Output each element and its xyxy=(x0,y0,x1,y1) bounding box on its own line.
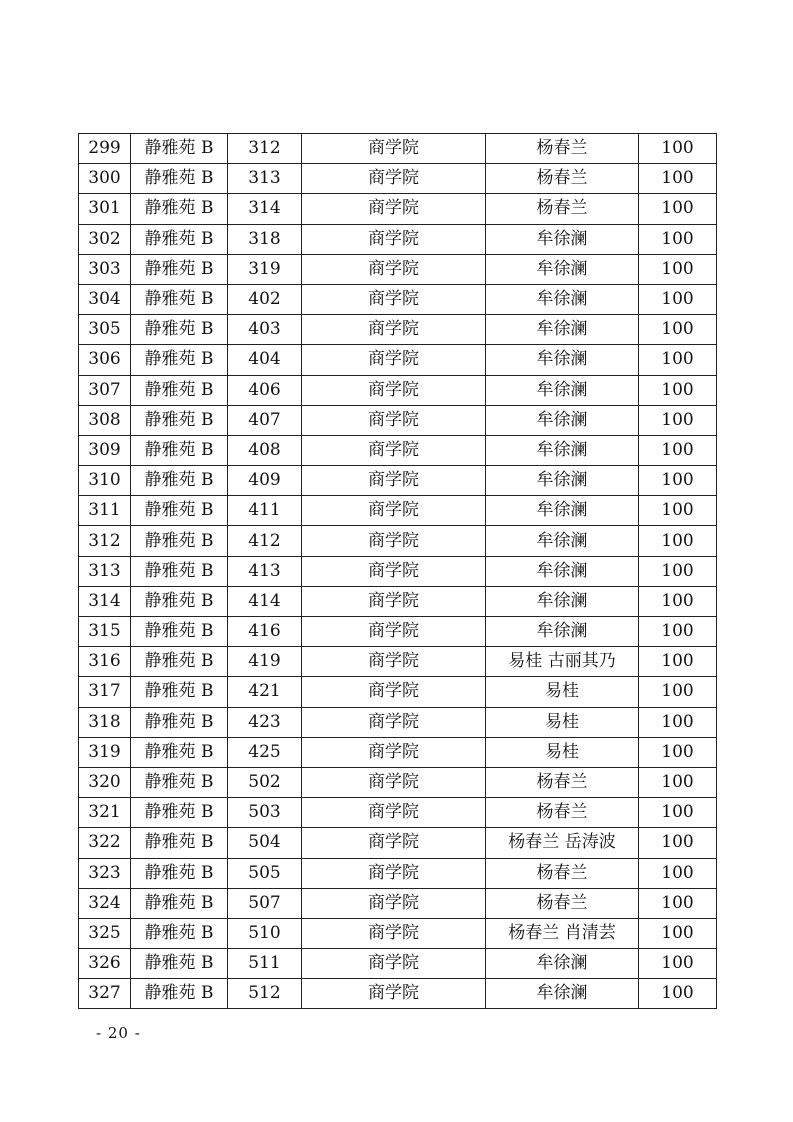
room-cell: 402 xyxy=(228,284,302,314)
counselor-cell: 杨春兰 xyxy=(486,888,639,918)
room-cell: 416 xyxy=(228,617,302,647)
college-cell: 商学院 xyxy=(302,888,486,918)
building-cell: 静雅苑 B xyxy=(131,466,228,496)
row-number-cell: 299 xyxy=(79,134,131,164)
score-cell: 100 xyxy=(639,707,717,737)
row-number-cell: 306 xyxy=(79,345,131,375)
score-cell: 100 xyxy=(639,284,717,314)
counselor-cell: 牟徐澜 xyxy=(486,224,639,254)
college-cell: 商学院 xyxy=(302,224,486,254)
score-cell: 100 xyxy=(639,134,717,164)
room-cell: 503 xyxy=(228,798,302,828)
building-cell: 静雅苑 B xyxy=(131,345,228,375)
table-row xyxy=(79,345,717,375)
score-cell: 100 xyxy=(639,828,717,858)
counselor-cell: 牟徐澜 xyxy=(486,254,639,284)
row-number-cell: 309 xyxy=(79,435,131,465)
row-number-cell: 303 xyxy=(79,254,131,284)
score-cell: 100 xyxy=(639,194,717,224)
room-cell: 406 xyxy=(228,375,302,405)
score-cell: 100 xyxy=(639,647,717,677)
building-cell: 静雅苑 B xyxy=(131,798,228,828)
room-cell: 507 xyxy=(228,888,302,918)
score-cell: 100 xyxy=(639,375,717,405)
row-number-cell: 319 xyxy=(79,737,131,767)
page-number: - 20 - xyxy=(96,1024,141,1042)
building-cell: 静雅苑 B xyxy=(131,375,228,405)
counselor-cell: 牟徐澜 xyxy=(486,466,639,496)
counselor-cell: 牟徐澜 xyxy=(486,405,639,435)
table-row xyxy=(79,888,717,918)
building-cell: 静雅苑 B xyxy=(131,979,228,1009)
building-cell: 静雅苑 B xyxy=(131,888,228,918)
building-cell: 静雅苑 B xyxy=(131,315,228,345)
row-number-cell: 312 xyxy=(79,526,131,556)
counselor-cell: 杨春兰 岳涛波 xyxy=(486,828,639,858)
row-number-cell: 304 xyxy=(79,284,131,314)
room-cell: 504 xyxy=(228,828,302,858)
building-cell: 静雅苑 B xyxy=(131,194,228,224)
table-row xyxy=(79,284,717,314)
college-cell: 商学院 xyxy=(302,375,486,405)
counselor-cell: 牟徐澜 xyxy=(486,617,639,647)
college-cell: 商学院 xyxy=(302,767,486,797)
building-cell: 静雅苑 B xyxy=(131,164,228,194)
room-cell: 412 xyxy=(228,526,302,556)
table-row xyxy=(79,586,717,616)
counselor-cell: 易桂 xyxy=(486,677,639,707)
row-number-cell: 301 xyxy=(79,194,131,224)
building-cell: 静雅苑 B xyxy=(131,224,228,254)
table-body xyxy=(79,134,717,1009)
counselor-cell: 杨春兰 xyxy=(486,134,639,164)
counselor-cell: 杨春兰 xyxy=(486,858,639,888)
college-cell: 商学院 xyxy=(302,405,486,435)
table-row xyxy=(79,798,717,828)
building-cell: 静雅苑 B xyxy=(131,858,228,888)
counselor-cell: 牟徐澜 xyxy=(486,345,639,375)
room-cell: 414 xyxy=(228,586,302,616)
counselor-cell: 易桂 xyxy=(486,707,639,737)
college-cell: 商学院 xyxy=(302,254,486,284)
building-cell: 静雅苑 B xyxy=(131,254,228,284)
row-number-cell: 318 xyxy=(79,707,131,737)
counselor-cell: 牟徐澜 xyxy=(486,586,639,616)
counselor-cell: 牟徐澜 xyxy=(486,526,639,556)
table-row xyxy=(79,617,717,647)
building-cell: 静雅苑 B xyxy=(131,496,228,526)
room-cell: 407 xyxy=(228,405,302,435)
row-number-cell: 327 xyxy=(79,979,131,1009)
college-cell: 商学院 xyxy=(302,828,486,858)
college-cell: 商学院 xyxy=(302,435,486,465)
college-cell: 商学院 xyxy=(302,979,486,1009)
counselor-cell: 易桂 xyxy=(486,737,639,767)
building-cell: 静雅苑 B xyxy=(131,737,228,767)
table-row xyxy=(79,194,717,224)
room-cell: 319 xyxy=(228,254,302,284)
row-number-cell: 320 xyxy=(79,767,131,797)
building-cell: 静雅苑 B xyxy=(131,586,228,616)
counselor-cell: 牟徐澜 xyxy=(486,435,639,465)
score-cell: 100 xyxy=(639,315,717,345)
row-number-cell: 325 xyxy=(79,918,131,948)
score-cell: 100 xyxy=(639,617,717,647)
room-cell: 312 xyxy=(228,134,302,164)
room-cell: 313 xyxy=(228,164,302,194)
college-cell: 商学院 xyxy=(302,617,486,647)
score-cell: 100 xyxy=(639,798,717,828)
score-cell: 100 xyxy=(639,586,717,616)
table-row xyxy=(79,737,717,767)
college-cell: 商学院 xyxy=(302,466,486,496)
table-row xyxy=(79,466,717,496)
score-cell: 100 xyxy=(639,345,717,375)
score-cell: 100 xyxy=(639,979,717,1009)
table-row xyxy=(79,164,717,194)
table-row xyxy=(79,949,717,979)
building-cell: 静雅苑 B xyxy=(131,405,228,435)
score-cell: 100 xyxy=(639,526,717,556)
college-cell: 商学院 xyxy=(302,707,486,737)
room-cell: 413 xyxy=(228,556,302,586)
room-cell: 411 xyxy=(228,496,302,526)
row-number-cell: 307 xyxy=(79,375,131,405)
table-row xyxy=(79,979,717,1009)
table-row xyxy=(79,858,717,888)
row-number-cell: 326 xyxy=(79,949,131,979)
row-number-cell: 308 xyxy=(79,405,131,435)
table-row xyxy=(79,134,717,164)
building-cell: 静雅苑 B xyxy=(131,918,228,948)
counselor-cell: 牟徐澜 xyxy=(486,979,639,1009)
table-row xyxy=(79,224,717,254)
counselor-cell: 易桂 古丽其乃 xyxy=(486,647,639,677)
room-cell: 512 xyxy=(228,979,302,1009)
college-cell: 商学院 xyxy=(302,496,486,526)
counselor-cell: 杨春兰 肖清芸 xyxy=(486,918,639,948)
row-number-cell: 310 xyxy=(79,466,131,496)
building-cell: 静雅苑 B xyxy=(131,707,228,737)
table-row xyxy=(79,767,717,797)
college-cell: 商学院 xyxy=(302,345,486,375)
college-cell: 商学院 xyxy=(302,194,486,224)
score-cell: 100 xyxy=(639,858,717,888)
score-cell: 100 xyxy=(639,767,717,797)
score-cell: 100 xyxy=(639,466,717,496)
table-row xyxy=(79,677,717,707)
score-cell: 100 xyxy=(639,556,717,586)
table-row xyxy=(79,315,717,345)
table-row xyxy=(79,496,717,526)
room-cell: 502 xyxy=(228,767,302,797)
score-cell: 100 xyxy=(639,949,717,979)
building-cell: 静雅苑 B xyxy=(131,647,228,677)
college-cell: 商学院 xyxy=(302,164,486,194)
counselor-cell: 杨春兰 xyxy=(486,194,639,224)
college-cell: 商学院 xyxy=(302,858,486,888)
room-cell: 403 xyxy=(228,315,302,345)
room-cell: 314 xyxy=(228,194,302,224)
row-number-cell: 317 xyxy=(79,677,131,707)
score-cell: 100 xyxy=(639,164,717,194)
table-row xyxy=(79,918,717,948)
row-number-cell: 305 xyxy=(79,315,131,345)
row-number-cell: 322 xyxy=(79,828,131,858)
college-cell: 商学院 xyxy=(302,647,486,677)
room-cell: 408 xyxy=(228,435,302,465)
college-cell: 商学院 xyxy=(302,134,486,164)
table-row xyxy=(79,405,717,435)
row-number-cell: 323 xyxy=(79,858,131,888)
building-cell: 静雅苑 B xyxy=(131,526,228,556)
building-cell: 静雅苑 B xyxy=(131,677,228,707)
building-cell: 静雅苑 B xyxy=(131,617,228,647)
room-cell: 425 xyxy=(228,737,302,767)
room-cell: 419 xyxy=(228,647,302,677)
building-cell: 静雅苑 B xyxy=(131,435,228,465)
score-cell: 100 xyxy=(639,918,717,948)
college-cell: 商学院 xyxy=(302,315,486,345)
building-cell: 静雅苑 B xyxy=(131,556,228,586)
row-number-cell: 315 xyxy=(79,617,131,647)
college-cell: 商学院 xyxy=(302,586,486,616)
table-row xyxy=(79,526,717,556)
score-cell: 100 xyxy=(639,254,717,284)
building-cell: 静雅苑 B xyxy=(131,949,228,979)
table-row xyxy=(79,254,717,284)
counselor-cell: 牟徐澜 xyxy=(486,949,639,979)
college-cell: 商学院 xyxy=(302,677,486,707)
row-number-cell: 300 xyxy=(79,164,131,194)
college-cell: 商学院 xyxy=(302,556,486,586)
row-number-cell: 324 xyxy=(79,888,131,918)
row-number-cell: 311 xyxy=(79,496,131,526)
score-cell: 100 xyxy=(639,888,717,918)
score-cell: 100 xyxy=(639,677,717,707)
room-cell: 510 xyxy=(228,918,302,948)
table-row xyxy=(79,647,717,677)
row-number-cell: 321 xyxy=(79,798,131,828)
counselor-cell: 杨春兰 xyxy=(486,798,639,828)
score-cell: 100 xyxy=(639,496,717,526)
table-row xyxy=(79,556,717,586)
score-cell: 100 xyxy=(639,435,717,465)
college-cell: 商学院 xyxy=(302,737,486,767)
table-row xyxy=(79,828,717,858)
table-row xyxy=(79,435,717,465)
counselor-cell: 牟徐澜 xyxy=(486,496,639,526)
table-row xyxy=(79,707,717,737)
building-cell: 静雅苑 B xyxy=(131,767,228,797)
room-cell: 511 xyxy=(228,949,302,979)
room-cell: 423 xyxy=(228,707,302,737)
room-cell: 505 xyxy=(228,858,302,888)
room-cell: 318 xyxy=(228,224,302,254)
counselor-cell: 牟徐澜 xyxy=(486,284,639,314)
row-number-cell: 314 xyxy=(79,586,131,616)
college-cell: 商学院 xyxy=(302,798,486,828)
room-cell: 421 xyxy=(228,677,302,707)
score-cell: 100 xyxy=(639,224,717,254)
college-cell: 商学院 xyxy=(302,918,486,948)
building-cell: 静雅苑 B xyxy=(131,828,228,858)
counselor-cell: 杨春兰 xyxy=(486,767,639,797)
counselor-cell: 牟徐澜 xyxy=(486,556,639,586)
table-row xyxy=(79,375,717,405)
score-cell: 100 xyxy=(639,737,717,767)
college-cell: 商学院 xyxy=(302,526,486,556)
room-cell: 409 xyxy=(228,466,302,496)
row-number-cell: 313 xyxy=(79,556,131,586)
college-cell: 商学院 xyxy=(302,949,486,979)
data-table xyxy=(78,133,717,1009)
counselor-cell: 牟徐澜 xyxy=(486,375,639,405)
room-cell: 404 xyxy=(228,345,302,375)
building-cell: 静雅苑 B xyxy=(131,284,228,314)
counselor-cell: 牟徐澜 xyxy=(486,315,639,345)
building-cell: 静雅苑 B xyxy=(131,134,228,164)
college-cell: 商学院 xyxy=(302,284,486,314)
score-cell: 100 xyxy=(639,405,717,435)
counselor-cell: 杨春兰 xyxy=(486,164,639,194)
row-number-cell: 316 xyxy=(79,647,131,677)
row-number-cell: 302 xyxy=(79,224,131,254)
